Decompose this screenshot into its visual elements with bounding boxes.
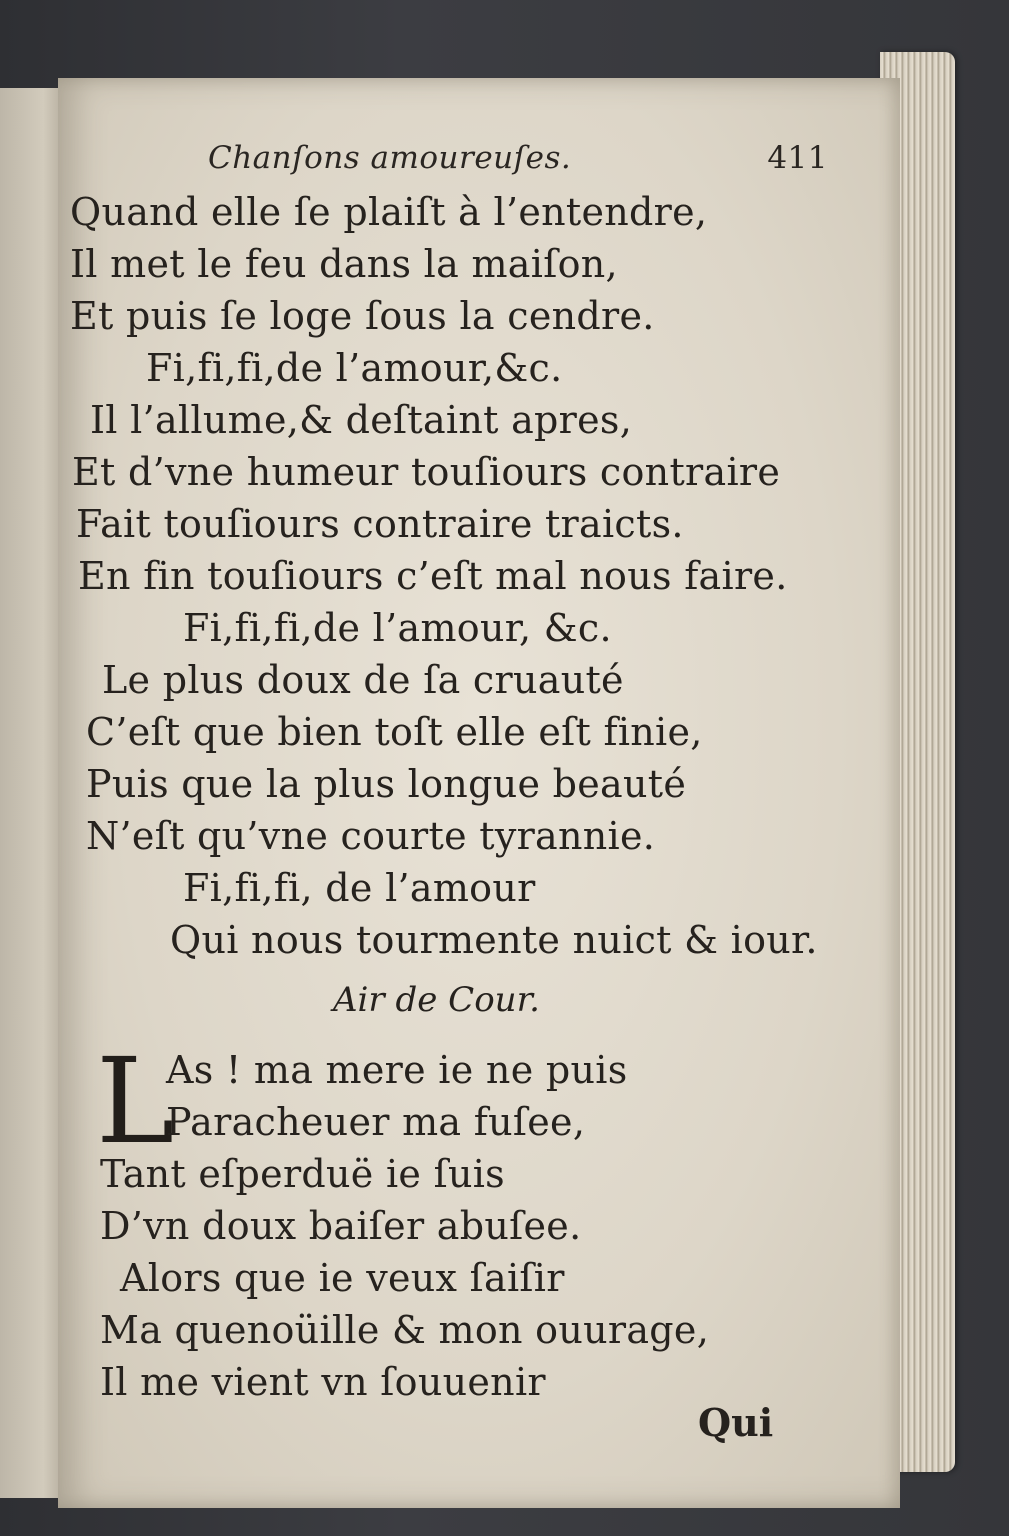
verse-line: Et d’vne humeur touſiours contraire <box>72 450 781 494</box>
running-head <box>208 140 828 176</box>
catchword: Qui <box>698 1400 774 1445</box>
book-page <box>58 78 900 1508</box>
page-number: 411 <box>767 140 828 176</box>
verse-line: Quand elle ſe plaiſt à l’entendre, <box>70 190 708 234</box>
verse-line: D’vn doux baiſer abuſee. <box>100 1204 582 1248</box>
verse-line: Le plus doux de ſa cruauté <box>102 658 624 702</box>
verse-line: Paracheuer ma fuſee, <box>166 1100 586 1144</box>
verse-line: C’eſt que bien toſt elle eſt finie, <box>86 710 703 754</box>
verse-line: En fin touſiours c’eſt mal nous faire. <box>78 554 788 598</box>
refrain-line: Qui nous tourmente nuict & iour. <box>170 918 818 962</box>
section-title: Air de Cour. <box>333 980 540 1020</box>
verse-line: Tant eſperduë ie ſuis <box>100 1152 505 1196</box>
verse-line: As ! ma mere ie ne puis <box>166 1048 628 1092</box>
verse-line: Il l’allume,& deſtaint apres, <box>90 398 633 442</box>
facing-page-edge <box>0 88 64 1498</box>
verse-line: Il me vient vn ſouuenir <box>100 1360 546 1404</box>
verse-line: N’eſt qu’vne courte tyrannie. <box>86 814 656 858</box>
verse-line: Puis que la plus longue beauté <box>86 762 687 806</box>
verse-line: Ma quenoüille & mon ouurage, <box>100 1308 710 1352</box>
running-head-title: Chanſons amoureuſes. <box>208 140 572 176</box>
verse-line: Fait touſiours contraire traicts. <box>76 502 684 546</box>
verse-line: Et puis ſe loge ſous la cendre. <box>70 294 655 338</box>
drop-cap: L <box>96 1032 175 1170</box>
verse-line: Alors que ie veux ſaiſir <box>120 1256 565 1300</box>
refrain-line: Fi,fi,fi,de l’amour,&c. <box>146 346 563 390</box>
verse-line: Il met le feu dans la maiſon, <box>70 242 618 286</box>
refrain-line: Fi,fi,fi,de l’amour, &c. <box>183 606 612 650</box>
refrain-line: Fi,fi,fi, de l’amour <box>183 866 536 910</box>
